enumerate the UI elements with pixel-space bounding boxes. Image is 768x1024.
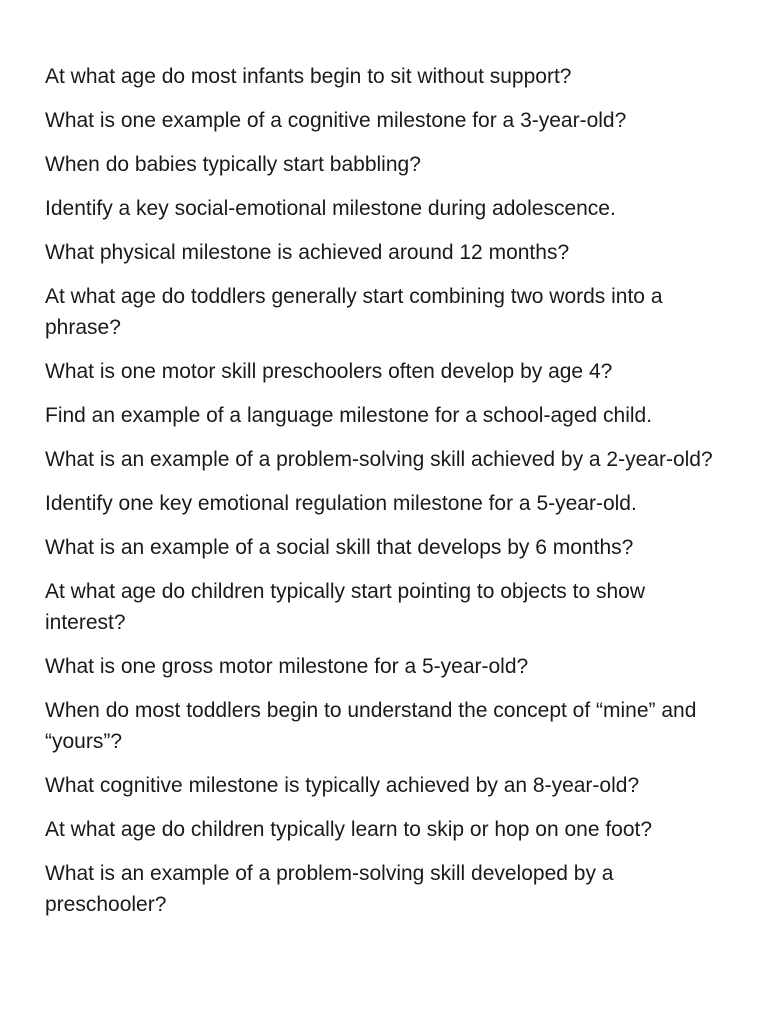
- question-7: What is one motor skill preschoolers often develop by age 4?: [45, 360, 613, 383]
- question-13: What is one gross motor milestone for a 5-year-old?: [45, 655, 529, 678]
- question-6: At what age do toddlers generally start combining two words into a phrase?: [45, 285, 663, 339]
- question-5: What physical milestone is achieved around 12 months?: [45, 241, 570, 264]
- question-9: What is an example of a problem-solving skill achieved by a 2-year-old?: [45, 448, 713, 471]
- question-17: What is an example of a problem-solving skill developed by a preschooler?: [45, 862, 614, 916]
- question-12: At what age do children typically start pointing to objects to show interest?: [45, 580, 645, 634]
- question-2: What is one example of a cognitive milestone for a 3-year-old?: [45, 109, 627, 132]
- question-8: Find an example of a language milestone for a school-aged child.: [45, 404, 653, 427]
- question-3: When do babies typically start babbling?: [45, 153, 421, 176]
- question-1: At what age do most infants begin to sit without support?: [45, 65, 572, 88]
- question-16: At what age do children typically learn to skip or hop on one foot?: [45, 818, 653, 841]
- question-4: Identify a key social-emotional milestone during adolescence.: [45, 197, 616, 220]
- question-14: When do most toddlers begin to understand the concept of “mine” and “yours”?: [45, 699, 697, 753]
- question-list: [45, 61, 725, 933]
- question-10: Identify one key emotional regulation milestone for a 5-year-old.: [45, 492, 637, 515]
- question-11: What is an example of a social skill that develops by 6 months?: [45, 536, 634, 559]
- question-15: What cognitive milestone is typically achieved by an 8-year-old?: [45, 774, 640, 797]
